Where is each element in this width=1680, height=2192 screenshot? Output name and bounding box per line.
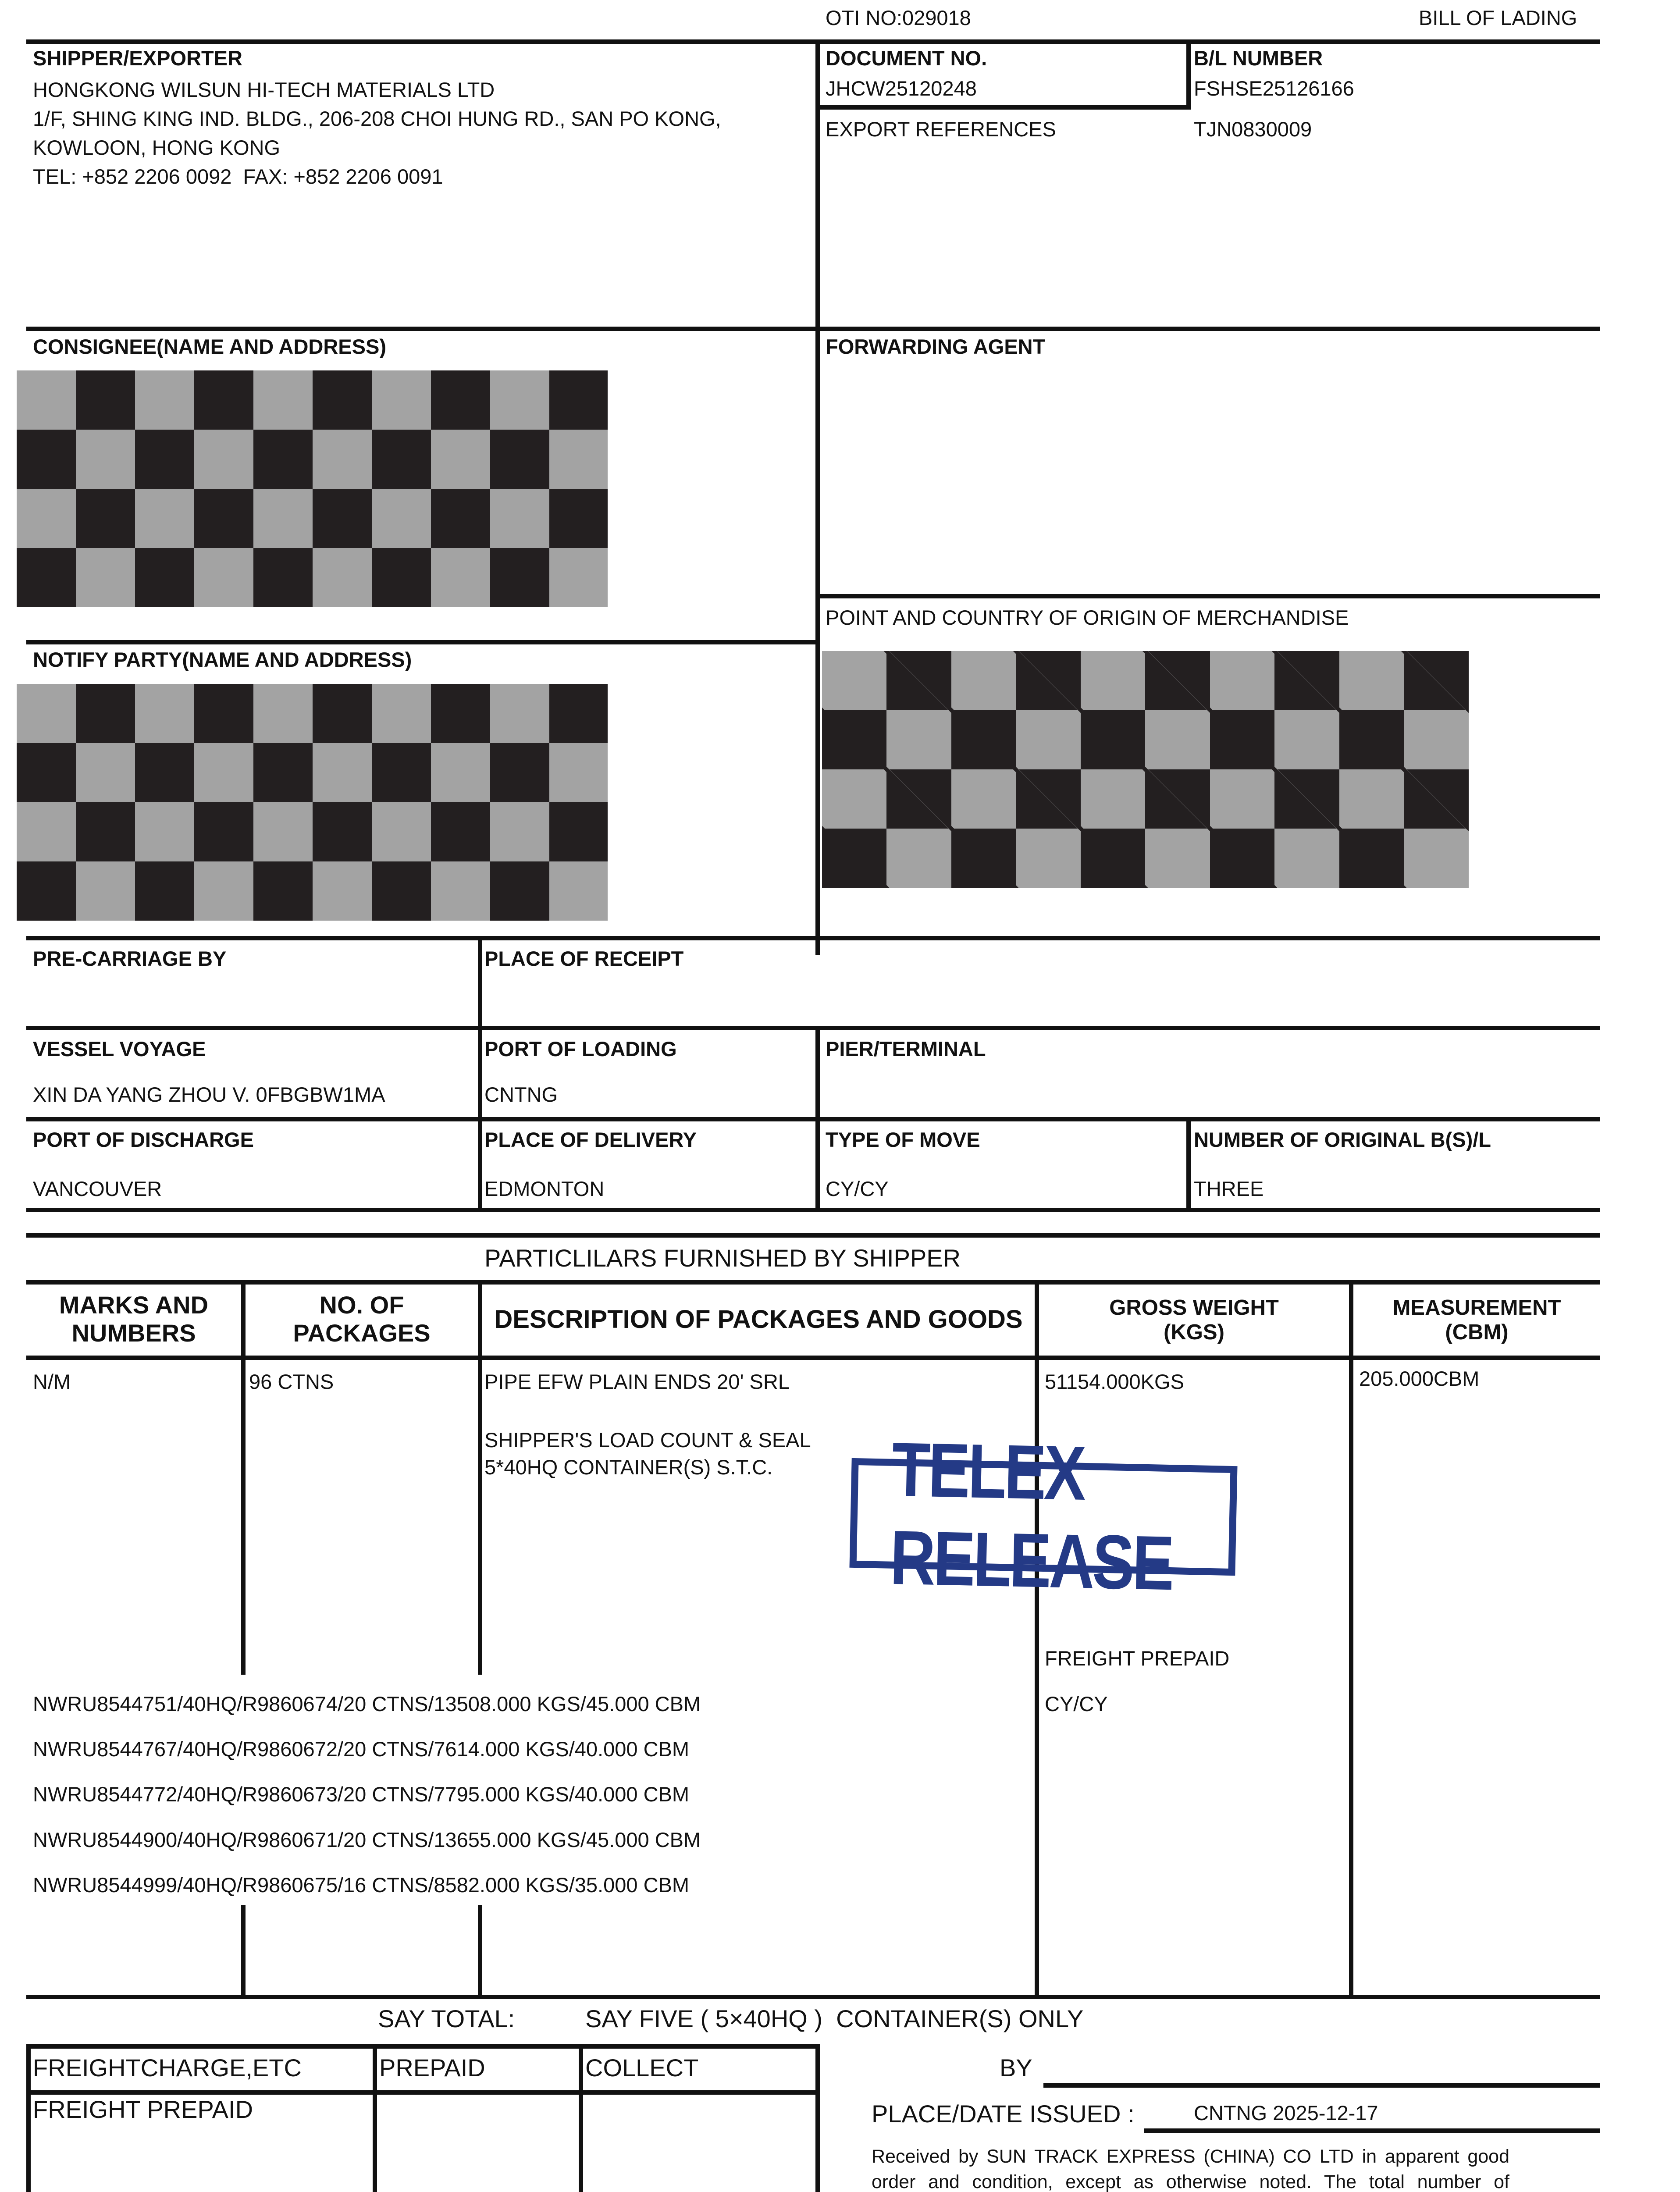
col-packages-header: NO. OF PACKAGES (293, 1291, 431, 1347)
freight-charge-header: FREIGHTCHARGE,ETC (33, 2054, 302, 2082)
container-line: NWRU8544751/40HQ/R9860674/20 CTNS/13508.000 KGS/45.000 CBM (33, 1692, 701, 1715)
prepaid-header: PREPAID (379, 2054, 485, 2082)
export-references-label: EXPORT REFERENCES (826, 117, 1056, 141)
by-label: BY (1000, 2054, 1032, 2082)
type-of-move-value: CY/CY (826, 1177, 889, 1200)
port-of-discharge-value: VANCOUVER (33, 1177, 162, 1200)
notify-party-redacted-block (17, 684, 608, 921)
vessel-voyage-label: VESSEL VOYAGE (33, 1037, 206, 1060)
port-of-loading-label: PORT OF LOADING (484, 1037, 677, 1060)
shipper-line: HONGKONG WILSUN HI-TECH MATERIALS LTD (33, 78, 495, 101)
col-measurement-header: MEASUREMENT (CBM) (1392, 1296, 1561, 1345)
collect-header: COLLECT (585, 2054, 699, 2082)
container-line: NWRU8544900/40HQ/R9860671/20 CTNS/13655.000 KGS/45.000 CBM (33, 1828, 701, 1851)
freight-prepaid-note: FREIGHT PREPAID (1045, 1647, 1230, 1670)
originals-value: THREE (1194, 1177, 1264, 1200)
col-marks-header: MARKS AND NUMBERS (59, 1291, 209, 1347)
consignee-redacted-block (17, 370, 608, 607)
container-line: NWRU8544767/40HQ/R9860672/20 CTNS/7614.000 KGS/40.000 CBM (33, 1737, 690, 1761)
origin-redacted-block (822, 651, 1469, 888)
description-line: PIPE EFW PLAIN ENDS 20' SRL (484, 1370, 790, 1393)
container-line: NWRU8544999/40HQ/R9860675/16 CTNS/8582.000 KGS/35.000 CBM (33, 1873, 690, 1897)
telex-release-stamp: TELEX RELEASE (849, 1458, 1237, 1576)
bl-number-value: FSHSE25126166 (1194, 77, 1354, 100)
description-line: 5*40HQ CONTAINER(S) S.T.C. (484, 1455, 773, 1479)
consignee-label: CONSIGNEE(NAME AND ADDRESS) (33, 335, 386, 358)
place-of-delivery-value: EDMONTON (484, 1177, 605, 1200)
bl-number-label: B/L NUMBER (1194, 46, 1323, 70)
place-of-delivery-label: PLACE OF DELIVERY (484, 1128, 697, 1151)
gross-weight-value: 51154.000KGS (1045, 1370, 1184, 1393)
vessel-voyage-value: XIN DA YANG ZHOU V. 0FBGBW1MA (33, 1083, 385, 1106)
notify-party-label: NOTIFY PARTY(NAME AND ADDRESS) (33, 648, 412, 671)
place-date-issued-value: CNTNG 2025-12-17 (1194, 2101, 1378, 2124)
shipper-line: TEL: +852 2206 0092 FAX: +852 2206 0091 (33, 165, 443, 188)
origin-label: POINT AND COUNTRY OF ORIGIN OF MERCHANDISE (826, 606, 1349, 629)
move-note: CY/CY (1045, 1692, 1108, 1715)
say-total-value: SAY FIVE ( 5×40HQ ) CONTAINER(S) ONLY (585, 2005, 1084, 2032)
measurement-value: 205.000CBM (1359, 1367, 1480, 1390)
shipper-label: SHIPPER/EXPORTER (33, 46, 242, 70)
description-line: SHIPPER'S LOAD COUNT & SEAL (484, 1428, 811, 1452)
shipper-line: 1/F, SHING KING IND. BLDG., 206-208 CHOI HUNG RD., SAN PO KONG, (33, 107, 721, 130)
packages-value: 96 CTNS (249, 1370, 334, 1393)
originals-label: NUMBER OF ORIGINAL B(S)/L (1194, 1128, 1491, 1151)
particulars-title: PARTICLILARS FURNISHED BY SHIPPER (484, 1244, 961, 1272)
place-date-issued-label: PLACE/DATE ISSUED : (872, 2100, 1135, 2128)
place-of-receipt-label: PLACE OF RECEIPT (484, 947, 684, 970)
port-of-discharge-label: PORT OF DISCHARGE (33, 1128, 254, 1151)
document-no-value: JHCW25120248 (826, 77, 977, 100)
document-title: BILL OF LADING (1419, 6, 1577, 29)
col-description-header: DESCRIPTION OF PACKAGES AND GOODS (494, 1305, 1023, 1334)
shipper-line: KOWLOON, HONG KONG (33, 136, 281, 159)
document-no-label: DOCUMENT NO. (826, 46, 987, 70)
container-line: NWRU8544772/40HQ/R9860673/20 CTNS/7795.000 KGS/40.000 CBM (33, 1783, 690, 1806)
oti-number: OTI NO:029018 (826, 6, 971, 29)
port-of-loading-value: CNTNG (484, 1083, 558, 1106)
freight-row: FREIGHT PREPAID (33, 2096, 253, 2123)
pier-terminal-label: PIER/TERMINAL (826, 1037, 986, 1060)
pre-carriage-label: PRE-CARRIAGE BY (33, 947, 227, 970)
export-references-value: TJN0830009 (1194, 117, 1312, 141)
col-weight-header: GROSS WEIGHT (KGS) (1109, 1296, 1279, 1345)
terms-paragraph: Received by SUN TRACK EXPRESS (CHINA) CO LTD in apparent good order and condition, except as otherwise noted. The total number of (872, 2146, 1509, 2192)
say-total-label: SAY TOTAL: (378, 2005, 515, 2032)
type-of-move-label: TYPE OF MOVE (826, 1128, 980, 1151)
forwarding-agent-label: FORWARDING AGENT (826, 335, 1046, 358)
marks-value: N/M (33, 1370, 71, 1393)
